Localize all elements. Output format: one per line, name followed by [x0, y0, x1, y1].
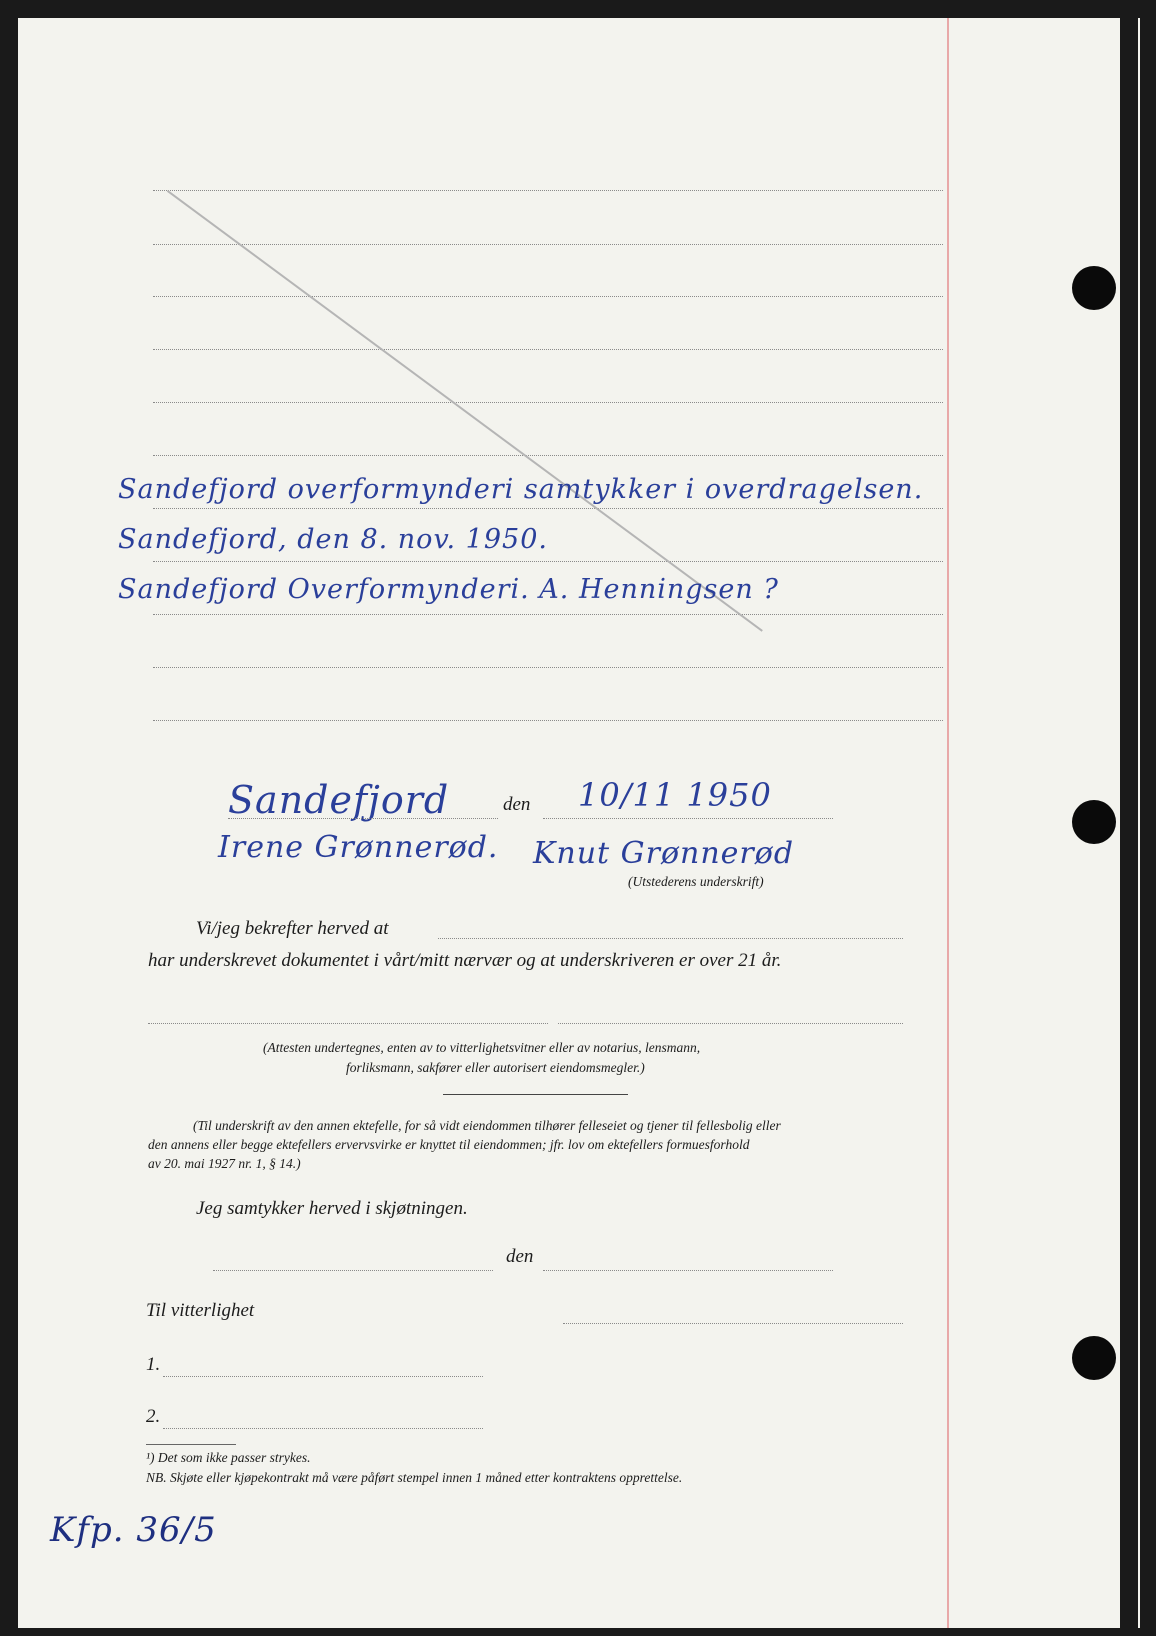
writing-line: [153, 667, 943, 668]
spouse-note-line2: den annens eller begge ektefellers ervervsvirke er knyttet til eiendommen; jfr. lov om ektefellers formuesforhold: [148, 1137, 750, 1152]
writing-line: [153, 402, 943, 403]
handwritten-consent-line2: Sandefjord, den 8. nov. 1950.: [118, 524, 548, 555]
scan-border: [1120, 0, 1138, 1636]
section-divider: [443, 1094, 628, 1095]
den-label-2: den: [506, 1246, 534, 1267]
attest-note-line2: forliksmann, sakfører eller autorisert eiendomsmegler.): [346, 1060, 645, 1075]
handwritten-consent-line1: Sandefjord overformynderi samtykker i overdragelsen.: [118, 474, 924, 505]
witness-label: Til vitterlighet: [146, 1300, 255, 1321]
footnote-nb: NB. Skjøte eller kjøpekontrakt må være påført stempel innen 1 måned etter kontraktens opprettelse.: [146, 1470, 683, 1485]
strike-through-line: [167, 190, 763, 632]
consent-text: Jeg samtykker herved i skjøtningen.: [196, 1198, 468, 1219]
punch-hole-icon: [1072, 1336, 1116, 1380]
writing-line: [153, 190, 943, 191]
witness-1-line: [163, 1376, 483, 1377]
footnote-divider: [146, 1444, 236, 1445]
footnote-1: ¹) Det som ikke passer strykes.: [146, 1450, 311, 1465]
den-label: den: [503, 794, 531, 815]
attest-line1: Vi/jeg bekrefter herved at: [196, 918, 389, 939]
writing-line: [153, 720, 943, 721]
document-page: [18, 18, 1140, 1628]
handwritten-place: Sandefjord: [228, 778, 450, 822]
writing-line: [153, 508, 943, 509]
attest-name-line: [438, 938, 903, 939]
signature-knut: Knut Grønnerød: [533, 836, 795, 871]
witness-2-label: 2.: [146, 1406, 161, 1427]
witness-2-line: [163, 1428, 483, 1429]
witness-signature-line: [558, 1023, 903, 1024]
witness-signature-line: [148, 1023, 548, 1024]
writing-line: [153, 455, 943, 456]
writing-line: [153, 614, 943, 615]
punch-hole-icon: [1072, 266, 1116, 310]
handwritten-consent-line3: Sandefjord Overformynderi. A. Henningsen ?: [118, 574, 779, 605]
spouse-signature-line: [563, 1323, 903, 1324]
writing-line: [153, 244, 943, 245]
spouse-note-line3: av 20. mai 1927 nr. 1, § 14.): [148, 1156, 301, 1171]
writing-line: [153, 296, 943, 297]
writing-line: [153, 349, 943, 350]
punch-hole-icon: [1072, 800, 1116, 844]
folio-note: Kfp. 36/5: [50, 1510, 217, 1550]
date-line: [543, 818, 833, 819]
signer-caption: (Utstederens underskrift): [628, 874, 764, 889]
writing-line: [153, 561, 943, 562]
place-line: [228, 818, 498, 819]
spouse-note-line1: (Til underskrift av den annen ektefelle, for så vidt eiendommen tilhører felleseiet og tjener til fellesbolig eller: [193, 1118, 781, 1133]
spouse-date-line: [543, 1270, 833, 1271]
attest-line2: har underskrevet dokumentet i vårt/mitt nærvær og at underskriveren er over 21 år.: [148, 950, 782, 971]
handwritten-date: 10/11 1950: [578, 776, 772, 814]
attest-note-line1: (Attesten undertegnes, enten av to vitterlighetsvitner eller av notarius, lensmann,: [263, 1040, 701, 1055]
spouse-place-line: [213, 1270, 493, 1271]
witness-1-label: 1.: [146, 1354, 161, 1375]
signature-irene: Irene Grønnerød.: [218, 830, 499, 865]
red-margin-line: [947, 18, 949, 1628]
